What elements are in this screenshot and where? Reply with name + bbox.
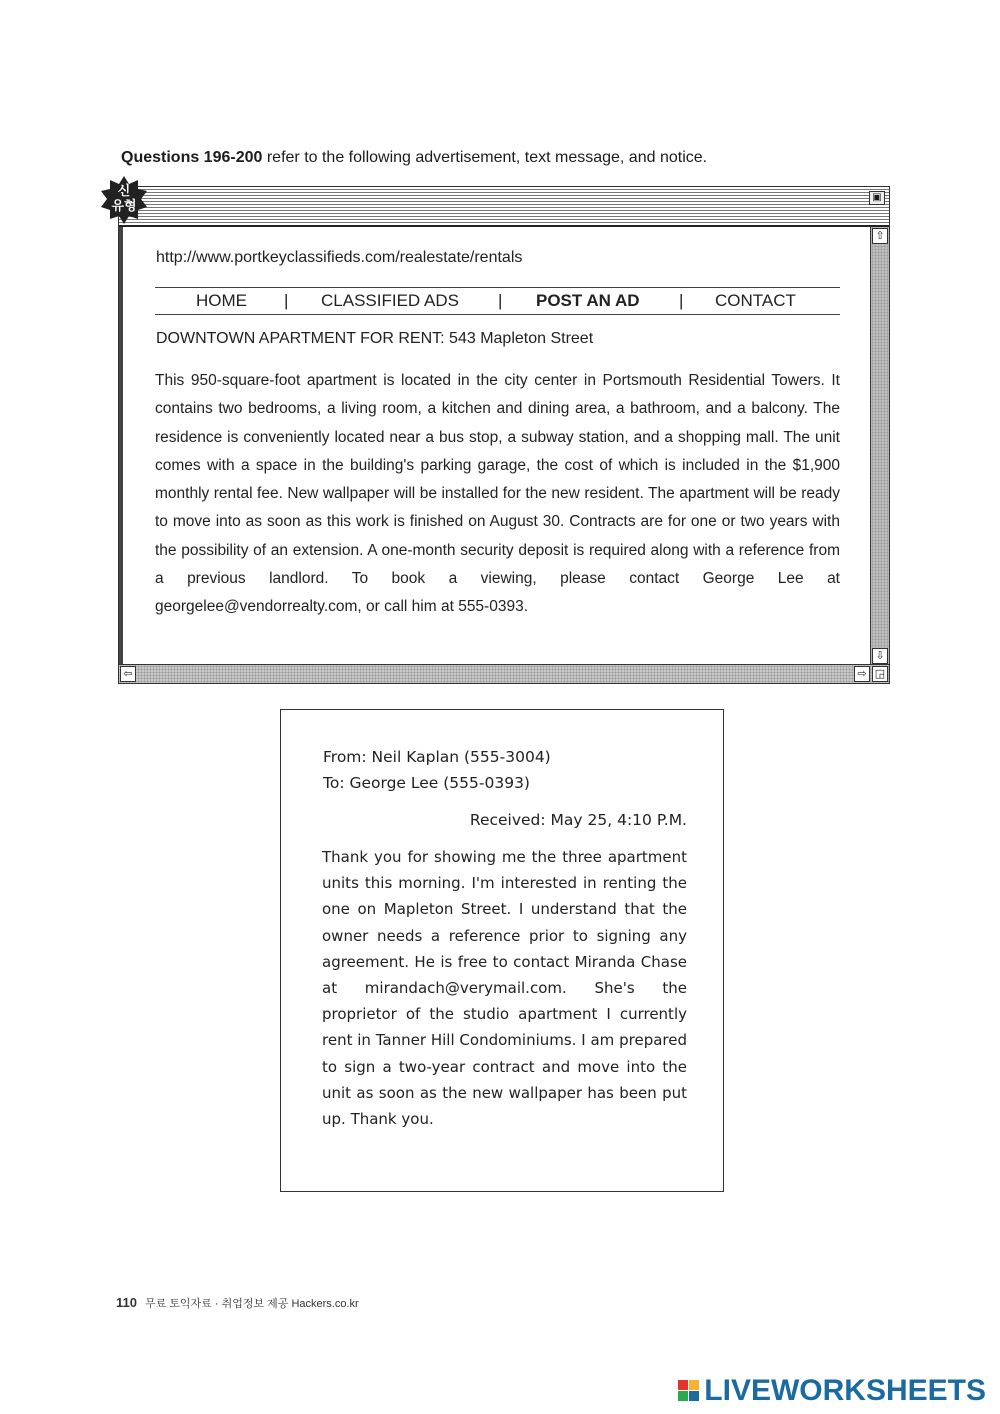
ad-body: This 950-square-foot apartment is located in the city center in Portsmouth Residential Towers. It contains two bedrooms, a living room, a kitchen and dining area, a bathroom, and a balcony. The residence is conveniently located near a bus stop, a subway station, and a shopping mall. The unit comes with a space in the building's parking garage, the cost of which is included in the $1,900 monthly rental fee. New wallpaper will be installed for the new resident. The apartment will be ready to move into as soon as this work is finished on August 30. Contracts are for one or two years with the possibility of an extension. A one-month security deposit is required along with a reference from a previous landlord. To book a viewing, please contact George Lee at georgelee@vendorrealty.com, or call him at 555-0393. [155, 372, 840, 616]
scroll-up-arrow-icon[interactable]: ⇧ [872, 228, 888, 244]
vertical-scrollbar[interactable] [870, 227, 889, 665]
window-zoom-icon[interactable]: ▣ [869, 191, 885, 205]
nav-home[interactable]: HOME [196, 291, 247, 310]
nav-contact[interactable]: CONTACT [715, 291, 796, 310]
message-to: To: George Lee (555-0393) [323, 774, 530, 792]
badge-line-1: 신 [117, 184, 131, 199]
window-resize-icon[interactable]: ◲ [872, 666, 888, 682]
page-footer [116, 1295, 359, 1311]
window-titlebar [119, 187, 889, 227]
text-message [280, 709, 724, 1192]
nav-separator: | [679, 291, 684, 310]
liveworksheets-logo-icon [678, 1380, 700, 1402]
message-received: Received: May 25, 4:10 P.M. [469, 811, 687, 829]
brand-name: LIVEWORKSHEETS [704, 1374, 986, 1407]
scroll-down-arrow-icon[interactable]: ⇩ [872, 648, 888, 664]
questions-description: refer to the following advertisement, text message, and notice. [262, 149, 708, 166]
message-body: Thank you for showing me the three apartment units this morning. I'm interested in renting the one on Mapleton Street. I understand that the owner needs a reference prior to signing any agreement. He is free to contact Miranda Chase at mirandach@verymail.com. She's the proprietor of the studio apartment I currently rent in Tanner Hill Condominiums. I am prepared to sign a two-year contract and move into the unit as soon as the new wallpaper has been put up. Thank you. [322, 848, 687, 1129]
nav-classified-ads[interactable]: CLASSIFIED ADS [321, 291, 459, 310]
questions-range: Questions 196-200 [121, 149, 263, 166]
questions-header [121, 149, 881, 167]
ad-title: DOWNTOWN APARTMENT FOR RENT: 543 Mapleton Street [156, 330, 594, 347]
message-from: From: Neil Kaplan (555-3004) [323, 748, 551, 766]
scroll-left-arrow-icon[interactable]: ⇦ [120, 666, 136, 682]
liveworksheets-brand [678, 1373, 986, 1409]
horizontal-scrollbar[interactable] [119, 664, 889, 683]
scroll-right-arrow-icon[interactable]: ⇨ [854, 666, 870, 682]
address-url[interactable]: http://www.portkeyclassifieds.com/realestate/rentals [156, 249, 523, 266]
page-number: 110 [116, 1295, 137, 1310]
badge-line-2: 유형 [111, 199, 137, 214]
nav-separator: | [498, 291, 503, 310]
site-navigation [155, 287, 840, 315]
nav-post-an-ad[interactable]: POST AN AD [536, 291, 640, 310]
new-type-badge [100, 176, 148, 224]
nav-separator: | [284, 291, 289, 310]
footer-text: 무료 토익자료 · 취업정보 제공 Hackers.co.kr [144, 1298, 359, 1310]
